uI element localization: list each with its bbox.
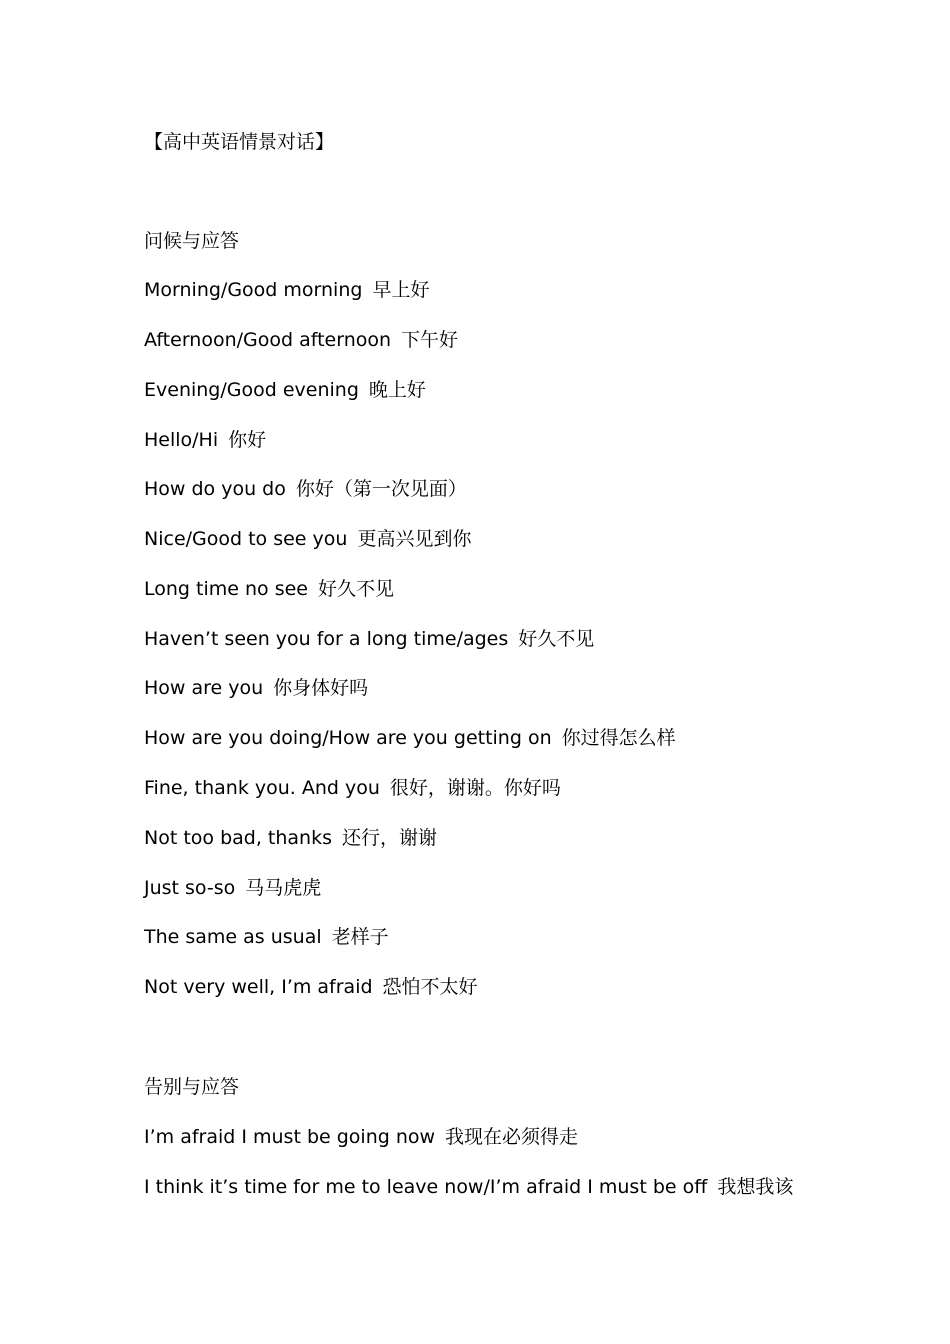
phrase-en: Just so-so <box>144 877 236 899</box>
phrase-en: How are you doing/How are you getting on <box>144 727 552 749</box>
section-heading-farewells: 告别与应答 <box>144 1076 240 1098</box>
phrase-entry <box>144 974 478 1000</box>
phrase-entry <box>144 725 676 751</box>
phrase-en: Afternoon/Good afternoon <box>144 329 392 351</box>
phrase-en: The same as usual <box>144 926 322 948</box>
phrase-en: Not too bad, thanks <box>144 827 332 849</box>
phrase-en: How are you <box>144 677 264 699</box>
phrase-entry <box>144 924 389 950</box>
phrase-zh: 我现在必须得走 <box>445 1126 579 1148</box>
phrase-zh: 老样子 <box>331 926 389 948</box>
phrase-en: Not very well, I’m afraid <box>144 976 373 998</box>
phrase-en: How do you do <box>144 478 286 500</box>
phrase-entry <box>144 327 458 353</box>
phrase-entry <box>144 1124 578 1150</box>
phrase-en: I’m afraid I must be going now <box>144 1126 436 1148</box>
phrase-en: Evening/Good evening <box>144 379 359 401</box>
phrase-zh: 好久不见 <box>317 578 394 600</box>
section-heading-greetings: 问候与应答 <box>144 230 240 252</box>
phrase-en: Long time no see <box>144 578 308 600</box>
phrase-entry <box>144 576 394 602</box>
phrase-zh: 我想我该 <box>717 1176 794 1198</box>
phrase-entry <box>144 526 471 552</box>
phrase-en: Haven’t seen you for a long time/ages <box>144 628 509 650</box>
phrase-en: Hello/Hi <box>144 429 219 451</box>
phrase-zh: 好久不见 <box>518 628 595 650</box>
document-title: 【高中英语情景对话】 <box>144 131 335 153</box>
phrase-zh: 恐怕不太好 <box>382 976 478 998</box>
phrase-entry <box>144 476 467 502</box>
phrase-zh: 你好（第一次见面） <box>295 478 467 500</box>
phrase-entry <box>144 1174 793 1200</box>
phrase-zh: 下午好 <box>401 329 459 351</box>
phrase-zh: 很好，谢谢。你好吗 <box>389 777 561 799</box>
phrase-entry <box>144 427 266 453</box>
phrase-entry <box>144 277 429 303</box>
phrase-zh: 晚上好 <box>368 379 426 401</box>
phrase-entry <box>144 377 426 403</box>
phrase-zh: 你好 <box>228 429 267 451</box>
phrase-en: Fine, thank you. And you <box>144 777 380 799</box>
phrase-en: Nice/Good to see you <box>144 528 348 550</box>
phrase-zh: 还行，谢谢 <box>342 827 438 849</box>
phrase-entry <box>144 825 437 851</box>
phrase-en: I think it’s time for me to leave now/I’m afraid I must be off <box>144 1176 708 1198</box>
phrase-zh: 你过得怎么样 <box>561 727 676 749</box>
phrase-entry <box>144 675 368 701</box>
phrase-entry <box>144 875 321 901</box>
phrase-zh: 更高兴见到你 <box>357 528 472 550</box>
phrase-zh: 马马虎虎 <box>245 877 322 899</box>
phrase-entry <box>144 626 594 652</box>
phrase-entry <box>144 775 561 801</box>
phrase-zh: 早上好 <box>372 279 430 301</box>
phrase-en: Morning/Good morning <box>144 279 363 301</box>
phrase-zh: 你身体好吗 <box>273 677 369 699</box>
